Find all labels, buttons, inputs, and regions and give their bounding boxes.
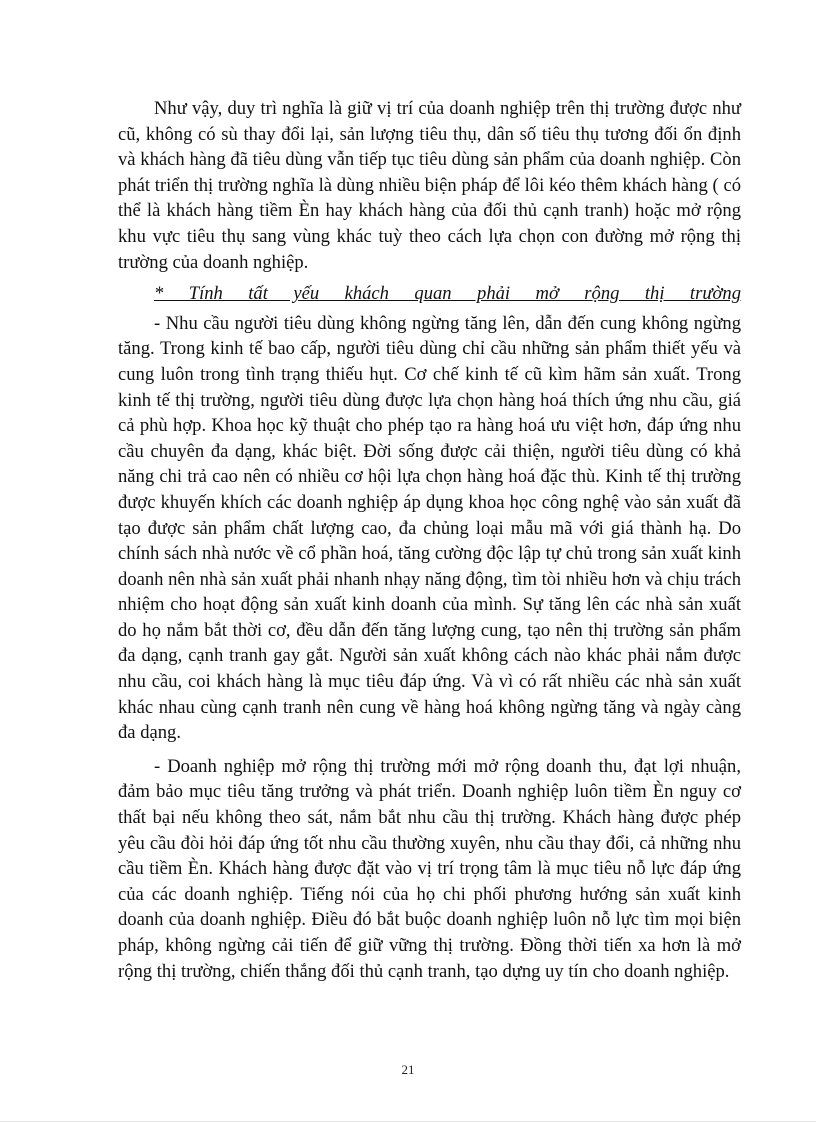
section-heading: * Tính tất yếu khách quan phải mở rộng thị trường	[154, 283, 741, 305]
paragraph-market-maintenance: Như vậy, duy trì nghĩa là giữ vị trí của doanh nghiệp trên thị trường được như cũ, không có sù thay đổi lại, sản lượng tiêu thụ, dân số tiêu thụ tương đối ổn định và khách hàng đã tiêu dùng vẫn tiếp tục tiêu dùng sản phẩm của doanh nghiệp. Còn phát triển thị trường nghĩa là dùng nhiều biện pháp để lôi kéo thêm khách hàng ( có thể là khách hàng tiềm Èn hay khách hàng của đối thủ cạnh tranh) hoặc mở rộng khu vực tiêu thụ sang vùng khác tuỳ theo cách lựa chọn con đường mở rộng thị trường của doanh nghiệp.	[118, 98, 741, 273]
page-bottom-edge	[0, 1121, 816, 1122]
paragraph-consumer-demand: - Nhu cầu người tiêu dùng không ngừng tăng lên, dẫn đến cung không ngừng tăng. Trong kinh tế bao cấp, người tiêu dùng chỉ cầu những sản phẩm thiết yếu và cung luôn trong tình trạng thiếu hụt. Cơ chế kinh tế cũ kìm hãm sản xuất. Trong kinh tế thị trường, người tiêu dùng được lựa chọn hàng hoá thích ứng nhu cầu, giá cả phù hợp. Khoa học kỹ thuật cho phép tạo ra hàng hoá ưu việt hơn, đáp ứng nhu cầu chuyên đa dạng, khác biệt. Đời sống được cải thiện, người tiêu dùng có khả năng chi trả cao nên có nhiều cơ hội lựa chọn hàng hoá đặc thù. Kinh tế thị trường được khuyến khích các doanh nghiệp áp dụng khoa học công nghệ vào sản xuất đã tạo được sản phẩm chất lượng cao, đa chủng loại mẫu mã với giá thành hạ. Do chính sách nhà nước về cổ phần hoá, tăng cường độc lập tự chủ trong sản xuất kinh doanh nên nhà sản xuất phải nhanh nhạy năng động, tìm tòi nhiều hơn và chịu trách nhiệm cho hoạt động sản xuất kinh doanh của mình. Sự tăng lên các nhà sản xuất do họ nắm bắt thời cơ, đều dẫn đến tăng lượng cung, tạo nên thị trường sản phẩm đa dạng, cạnh tranh gay gắt. Người sản xuất không cách nào khác phải nắm được nhu cầu, coi khách hàng là mục tiêu đáp ứng. Và vì có rất nhiều các nhà sản xuất khác nhau cùng cạnh tranh nên cung về hàng hoá không ngừng tăng và ngày càng đa dạng.	[118, 312, 741, 744]
page-body	[118, 96, 741, 992]
paragraph-market-expansion: - Doanh nghiệp mở rộng thị trường mới mở rộng doanh thu, đạt lợi nhuận, đảm bảo mục tiêu tăng trưởng và phát triển. Doanh nghiệp luôn tiềm Èn nguy cơ thất bại nếu không theo sát, nắm bắt nhu cầu thị trường. Khách hàng được phép yêu cầu đòi hỏi đáp ứng tốt nhu cầu thường xuyên, nhu cầu thay đổi, cả những nhu cầu tiềm Èn. Khách hàng được đặt vào vị trí trọng tâm là mục tiêu nỗ lực đáp ứng của các doanh nghiệp. Tiếng nói của họ chi phối phương hướng sản xuất kinh doanh của doanh nghiệp. Điều đó bắt buộc doanh nghiệp luôn nỗ lực tìm mọi biện pháp, không ngừng cải tiến để giữ vững thị trường. Đồng thời tiến xa hơn là mở rộng thị trường, chiến thắng đối thủ cạnh tranh, tạo dựng uy tín cho doanh nghiệp.	[118, 755, 741, 982]
page-number: 21	[401, 1062, 415, 1077]
